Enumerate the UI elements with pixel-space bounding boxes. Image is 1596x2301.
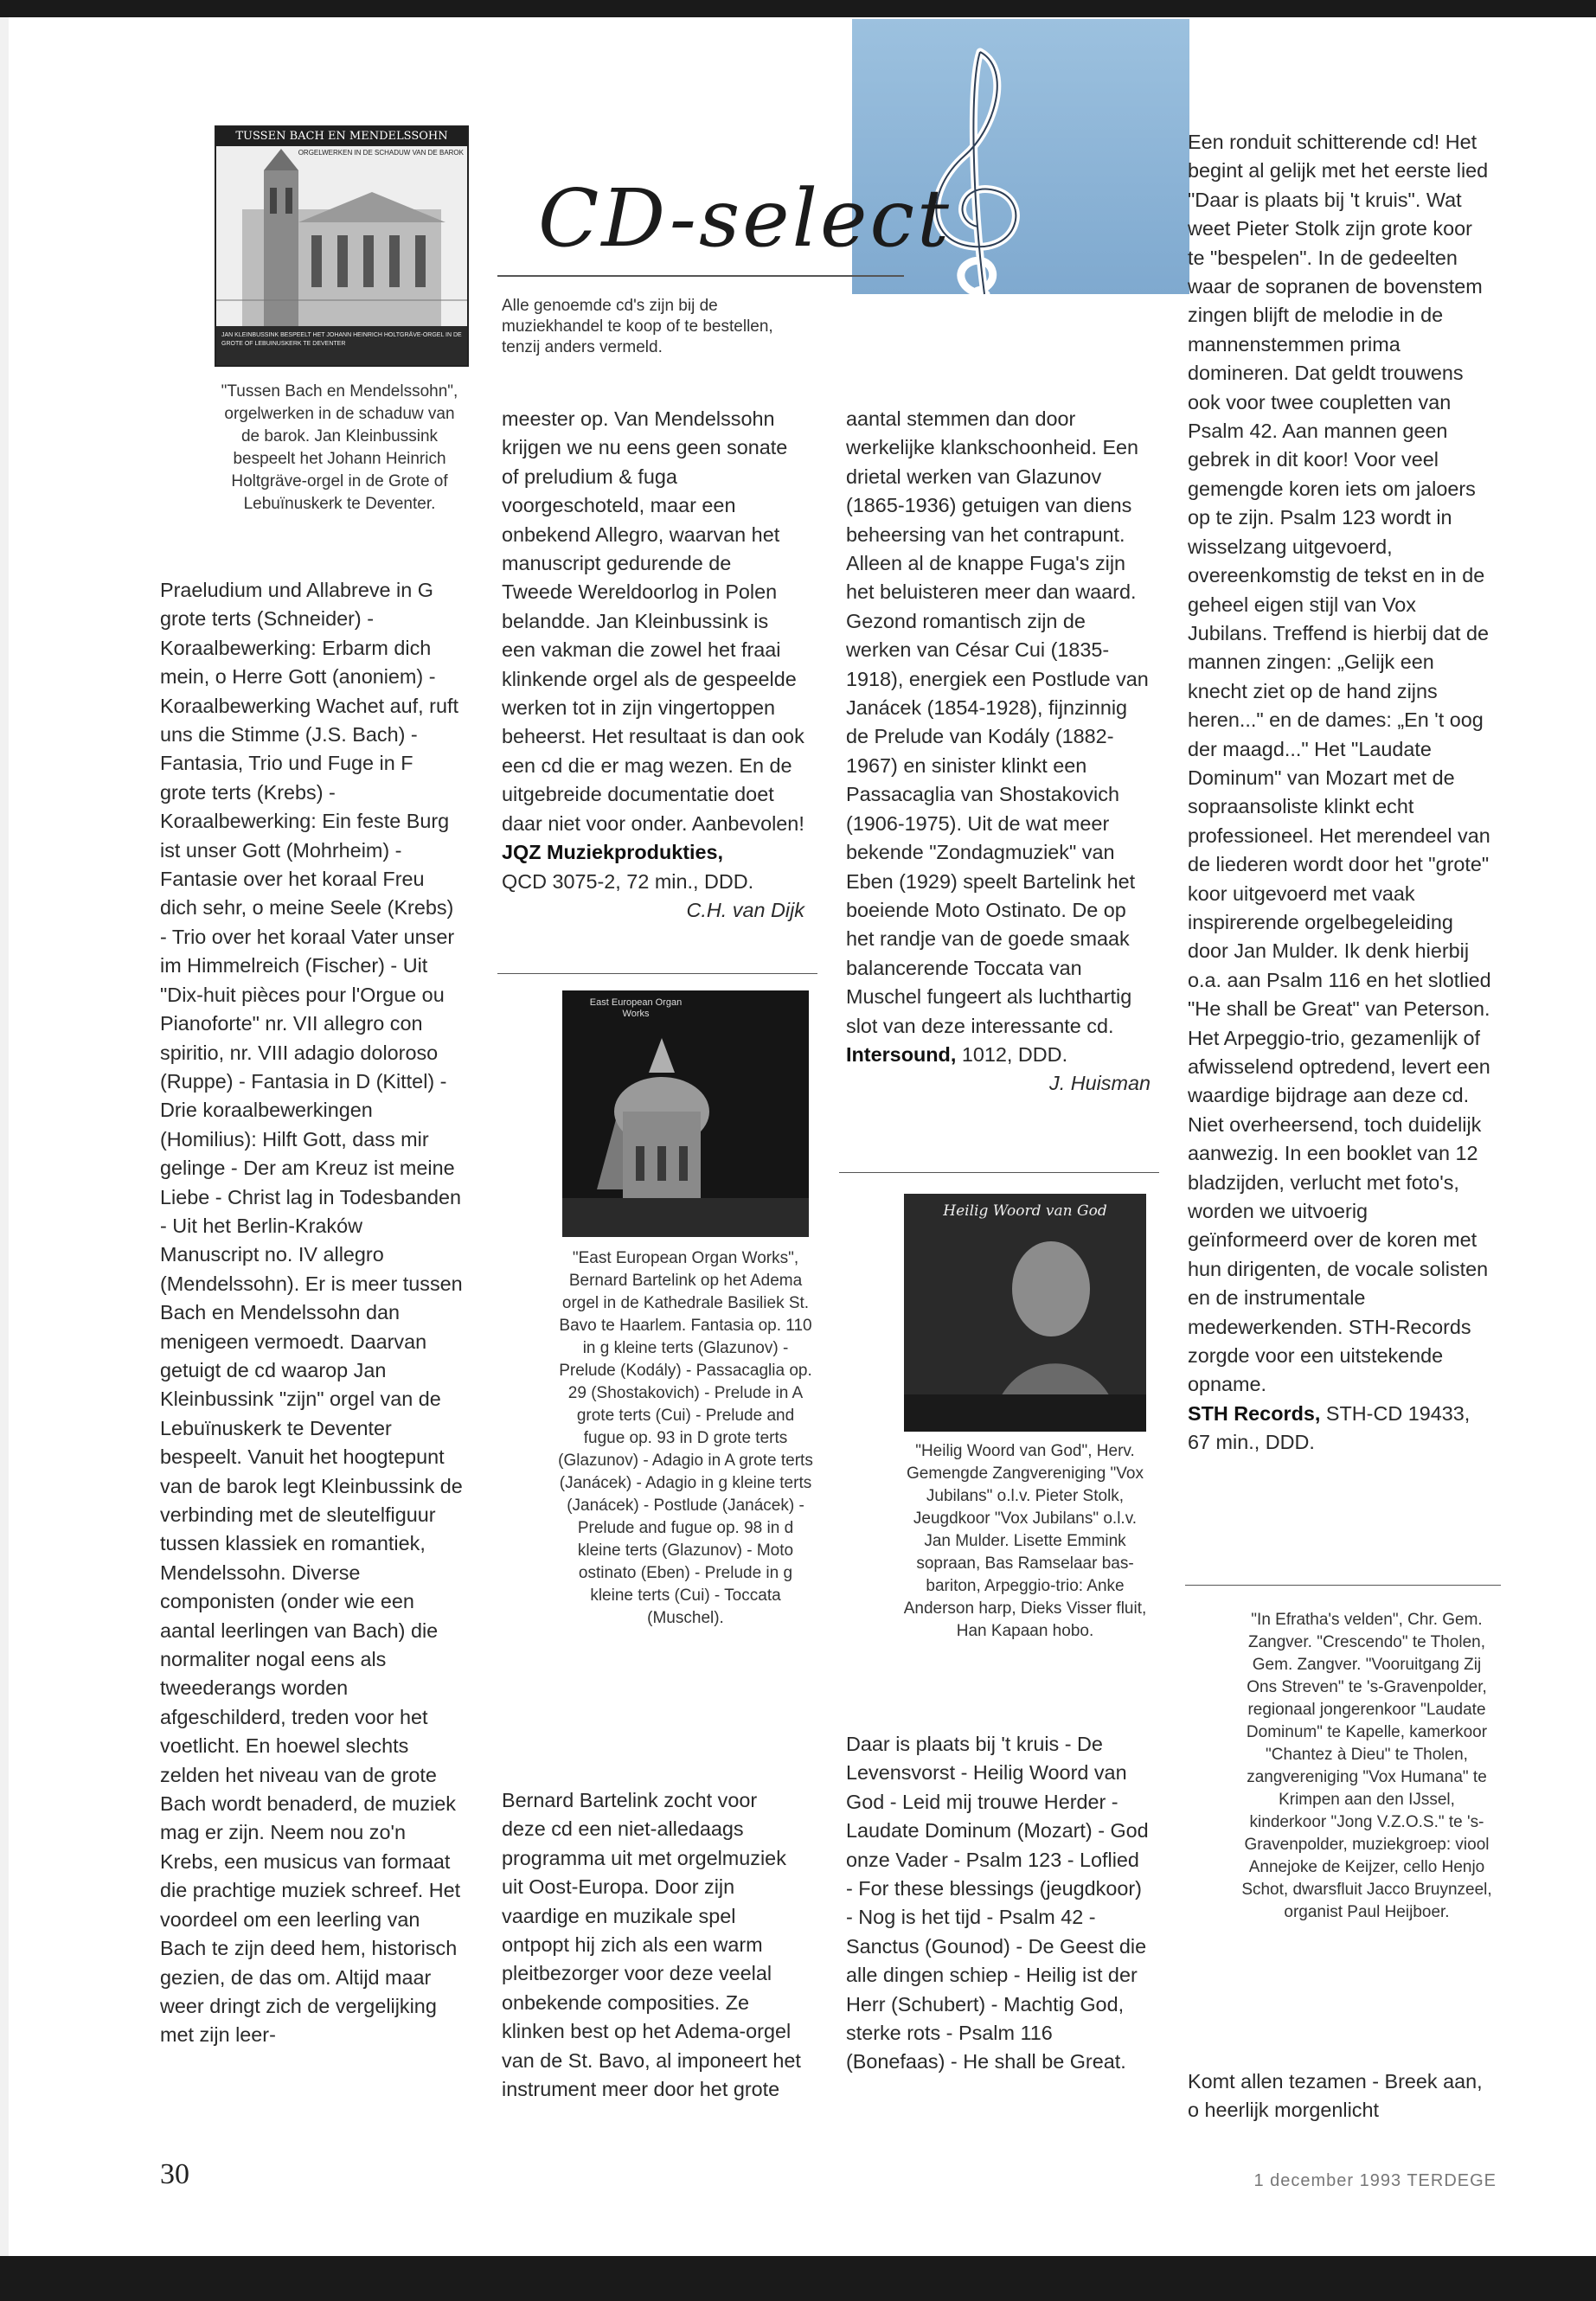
cover-heilig-title: Heilig Woord van God xyxy=(943,1202,1107,1220)
article-column-2 xyxy=(502,405,804,925)
article-text-col4: Een ronduit schitterende cd! Het begint al gelijk met het eerste lied "Daar is plaats bij 't kruis". Wat weet Pieter Stolk zijn grote koor te "bespelen". In de gedeelten waar de sopranen de bovenstem zingen blijft de melodie in de mannenstemmen prima domineren. Dat geldt trouwens ook voor twee coupletten van Psalm 42. Aan mannen geen gebrek in dit koor! Voor veel gemengde koren iets om jaloers op te zijn. Psalm 123 wordt in wisselzang uitgevoerd, overeenkomstig de tekst en in de geheel eigen stijl van Vox Jubilans. Treffend is hierbij dat de mannen zingen: „Gelijk een knecht ziet op de hand zijns heren..." en de dames: „En 't oog der maagd..." Het "Laudate Dominum" van Mozart met de sopraansoliste klinkt echt professioneel. Het merendeel van de liederen wordt door het "grote" koor uitgevoerd met vaak inspirerende orgelbegeleiding door Jan Mulder. Ik denk hierbij o.a. aan Psalm 116 en het slotlied "He shall be Great" van Peterson. Het Arpeggio-trio, gezamenlijk of afwisselend optredend, levert een waardige bijdrage aan deze cd. Niet overheersend, toch duidelijk aanwezig. In een booklet van 12 bladzijden, verlucht met foto's, worden we uitvoerig geïnformeerd over de koren met hun dirigenten, de vocale solisten en de instrumentale medewerkenden. STH-Records zorgde voor een uitstekende opname. xyxy=(1188,131,1491,1396)
caption-eastern: "East European Organ Works", Bernard Bartelink op het Adema orgel in de Kathedrale Basiliek St. Bavo te Haarlem. Fantasia op. 110 in g kleine terts (Glazunov) - Prelude (Kodály) - Passacaglia op. 29 (Shostakovich) - Prelude in A grote terts (Cui) - Prelude and fugue op. 93 in D grote terts (Glazunov) - Adagio in A grote terts (Janácek) - Adagio in g kleine terts (Janácek) - Postlude (Janácek) - Prelude and fugue op. 98 in d kleine terts (Glazunov) - Moto ostinato (Eben) - Prelude in g kleine terts (Cui) - Toccata (Muschel). xyxy=(558,1249,813,1627)
article-text-col1: Praeludium und Allabreve in G grote terts (Schneider) - Koraalbewerking: Erbarm dich mein, o Herre Gott (anoniem) - Koraalbewerking Wachet auf, ruft uns die Stimme (J.S. Bach) - Fantasia, Trio und Fuge in F grote terts (Krebs) - Koraalbewerking: Ein feste Burg ist unser Gott (Mohrheim) - Fantasie over het koraal Freu dich sehr, o meine Seele (Krebs) - Trio over het koraal Vater unser im Himmelreich (Fischer) - Uit "Dix-huit pièces pour l'Orgue ou Pianoforte" nr. VII allegro con spiritio, nr. VIII adagio doloroso (Ruppe) - Fantasia in D (Kittel) - Drie koraalbewerkingen (Homilius): Hilft Gott, dass mir gelinge - Der am Kreuz ist meine Liebe - Christ lag in Todesbanden - Uit het Berlin-Kraków Manuscript no. IV allegro (Mendelssohn). Er is meer tussen Bach en Mendelssohn dan menigeen vermoedt. Daarvan getuigt de cd waarop Jan Kleinbussink "zijn" orgel van de Lebuïnuskerk te Deventer bespeelt. Vanuit het hoogtepunt van de barok legt Kleinbussink de verbinding met de sleutelfiguur tussen klassiek en romantiek, Mendelssohn. Diverse componisten (onder wie een aantal leerlingen van Bach) die normaliter nogal eens als tweederangs worden afgeschilderd, treden voor het voetlicht. En hoewel slechts zelden het niveau van de grote Bach wordt benaderd, de muziek mag er zijn. Neem nou zo'n Krebs, een musicus van formaat die prachtige muziek schreef. Het voordeel om een leerling van Bach te zijn deed hem, historisch gezien, de das om. Altijd maar weer dringt zich de vergelijking met zijn leer- xyxy=(160,579,463,2047)
article-column-3b xyxy=(846,1730,1151,2077)
catalog-jqz: QCD 3075-2, 72 min., DDD. xyxy=(502,869,754,893)
title-rule xyxy=(497,275,904,277)
article-text-col2b: Bernard Bartelink zocht voor deze cd een niet-alledaags programma uit met orgelmuziek uit Oost-Europa. Door zijn vaardige en muzikale spel ontpopt hij zich als een warm pleitbezorger voor deze veelal onbekende composities. Ze klinken best op het Adema-orgel van de St. Bavo, al imponeert het instrument meer door het grote xyxy=(502,1789,801,2101)
cover-eastern-title: East European Organ Works xyxy=(589,997,683,1019)
catalog-sth: STH-CD 19433, 67 min., DDD. xyxy=(1188,1401,1471,1454)
cover-tussen-title: TUSSEN BACH EN MENDELSSOHN xyxy=(216,127,467,146)
issue-date: 1 december 1993 TERDEGE xyxy=(1253,2171,1497,2190)
article-column-3 xyxy=(846,405,1151,1099)
bottom-scan-border xyxy=(0,2256,1596,2301)
catalog-intersound: 1012, DDD. xyxy=(961,1042,1068,1066)
left-scan-edge xyxy=(0,17,9,2256)
caption-efratha: "In Efratha's velden", Chr. Gem. Zangver. "Crescendo" te Tholen, Gem. Zangver. "Vooruitgang Zij Ons Streven" te 's-Gravenpolder, regionaal jongerenkoor "Laudate Dominum" te Kapelle, kamerkoor "Chantez à Dieu" te Tholen, zangvereniging "Vox Humana" te Krimpen aan den IJssel, kinderkoor "Jong V.Z.O.S." te 's-Gravenpolder, muziekgroep: viool Annejoke de Keijzer, cello Henjo Schot, dwarsfluit Jacco Bruynzeel, organist Paul Heijboer. xyxy=(1241,1611,1492,1921)
article-text-col3: aantal stemmen dan door werkelijke klankschoonheid. Een drietal werken van Glazunov (1865-1936) getuigen van diens beheersing van het contrapunt. Alleen al de knappe Fuga's zijn het beluisteren meer dan waard. Gezond romantisch zijn de werken van César Cui (1835-1918), energiek een Postlude van Janácek (1854-1928), fijnzinnig de Prelude van Kodály (1882-1967) en sinister klinkt een Passacaglia van Shostakovich (1906-1975). Uit de wat meer bekende "Zondagmuziek" van Eben (1929) speelt Bartelink het boeiende Moto Ostinato. De op het randje van de goede smaak balancerende Toccata van Muschel fungeert als luchthartig slot van deze interessante cd. xyxy=(846,407,1149,1037)
church-illustration xyxy=(216,127,467,365)
article-text-col4b: Komt allen tezamen - Breek aan, o heerlijk morgenlicht xyxy=(1188,2070,1483,2122)
caption-heilig: "Heilig Woord van God", Herv. Gemengde Zangvereniging "Vox Jubilans" o.l.v. Pieter Stolk, Jeugdkoor "Vox Jubilans" o.l.v. Jan Mulder. Lisette Emmink sopraan, Bas Ramselaar bas-bariton, Arpeggio-trio: Anke Anderson harp, Dieks Visser fluit, Han Kapaan hobo. xyxy=(903,1442,1147,1640)
label-jqz: JQZ Muziekprodukties, xyxy=(502,841,724,864)
rule-col4 xyxy=(1185,1585,1501,1586)
rule-col2 xyxy=(497,973,817,974)
article-column-2b xyxy=(502,1786,804,2104)
label-intersound: Intersound, xyxy=(846,1042,957,1066)
cover-east-european xyxy=(562,990,809,1237)
portrait-illustration xyxy=(904,1194,1146,1432)
author-van-dijk: C.H. van Dijk xyxy=(686,898,804,921)
article-column-4 xyxy=(1188,128,1492,1458)
cover-tussen-bach xyxy=(215,125,469,367)
top-scan-border xyxy=(0,0,1596,17)
author-huisman: J. Huisman xyxy=(1049,1072,1151,1095)
page-title: CD-select xyxy=(538,172,952,265)
header-note: Alle genoemde cd's zijn bij de muziekhandel te koop of te bestellen, tenzij anders vermeld. xyxy=(502,297,773,356)
cover-tussen-subtitle: ORGELWERKEN IN DE SCHADUW VAN DE BAROK xyxy=(298,149,464,157)
caption-tussen: "Tussen Bach en Mendelssohn", orgelwerken in de schaduw van de barok. Jan Kleinbussink bespeelt het Johann Heinrich Holtgräve-orgel in de Grote of Lebuïnuskerk te Deventer. xyxy=(221,382,458,513)
page-number: 30 xyxy=(160,2158,189,2190)
cover-heilig-woord xyxy=(904,1194,1146,1432)
cover-tussen-bottom-text: JAN KLEINBUSSINK BESPEELT HET JOHANN HEINRICH HOLTGRÄVE-ORGEL IN DE GROTE OF LEBUINUSKERK TE DEVENTER xyxy=(221,332,462,347)
label-sth: STH Records, xyxy=(1188,1401,1321,1425)
article-column-1 xyxy=(160,576,463,2050)
article-column-4b xyxy=(1188,2067,1492,2125)
cathedral-illustration xyxy=(562,990,809,1237)
article-text-col2: meester op. Van Mendelssohn krijgen we nu eens geen sonate of preludium & fuga voorgeschoteld, maar een onbekend Allegro, waarvan het manuscript gedurende de Tweede Wereldoorlog in Polen belandde. Jan Kleinbussink is een vakman die zowel het fraai klinkende orgel als de gespeelde werken tot in zijn vingertoppen beheerst. Het resultaat is dan ook een cd die er mag wezen. En de uitgebreide documentatie doet daar niet voor onder. Aanbevolen! xyxy=(502,407,804,835)
article-text-col3b: Daar is plaats bij 't kruis - De Levensvorst - Heilig Woord van God - Leid mij trouwe Herder - Laudate Dominum (Mozart) - God onze Vader - Psalm 123 - Loflied - For these blessings (jeugdkoor) - Nog is het tijd - Psalm 42 - Sanctus (Gounod) - De Geest die alle dingen schiep - Heilig ist der Herr (Schubert) - Machtig God, sterke rots - Psalm 116 (Bonefaas) - He shall be Great. xyxy=(846,1733,1149,2073)
rule-col3 xyxy=(839,1172,1159,1173)
